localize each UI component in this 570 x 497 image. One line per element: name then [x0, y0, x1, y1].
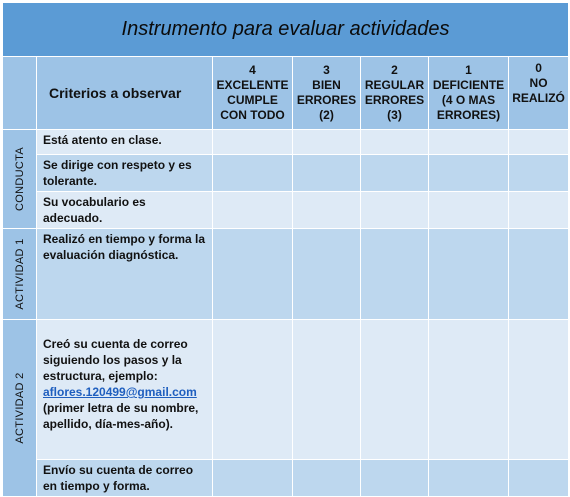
- score-cell[interactable]: [429, 320, 509, 460]
- section-label: CONDUCTA: [13, 147, 26, 211]
- level-score: 0: [535, 61, 542, 75]
- level-score: 2: [391, 63, 398, 77]
- level-line: ERRORES: [296, 93, 357, 107]
- table-row: [3, 229, 569, 320]
- table-row: [3, 130, 569, 155]
- level-line: CUMPLE: [227, 93, 278, 107]
- criterion-cell: [37, 320, 213, 460]
- score-cell[interactable]: [361, 155, 429, 192]
- level-line: DEFICIENTE: [432, 78, 505, 92]
- score-cell[interactable]: [293, 320, 361, 460]
- score-cell[interactable]: [509, 130, 569, 155]
- score-cell[interactable]: [361, 229, 429, 320]
- table-row: [3, 460, 569, 497]
- score-cell[interactable]: [429, 155, 509, 192]
- level-line: (3): [387, 108, 402, 122]
- table-row: [3, 192, 569, 229]
- table-row: [3, 320, 569, 460]
- level-score: 3: [323, 63, 330, 77]
- level-line: NO: [529, 76, 548, 90]
- level-header-0: [509, 57, 569, 130]
- score-cell[interactable]: [293, 192, 361, 229]
- criterion-cell: Envío su cuenta de correo en tiempo y forma.: [37, 460, 213, 497]
- criterion-text: (primer letra de su nombre, apellido, día-mes-año).: [43, 401, 199, 431]
- section-label: ACTIVIDAD 2: [13, 372, 26, 444]
- score-cell[interactable]: [361, 130, 429, 155]
- level-header-3: [293, 57, 361, 130]
- score-cell[interactable]: [293, 130, 361, 155]
- score-cell[interactable]: [361, 460, 429, 497]
- level-line: ERRORES): [436, 108, 501, 122]
- criterion-cell: Realizó en tiempo y forma la evaluación diagnóstica.: [37, 229, 213, 320]
- rubric-table: [2, 2, 569, 497]
- level-line: EXCELENTE: [216, 78, 289, 92]
- score-cell[interactable]: [213, 130, 293, 155]
- section-actividad-1: [3, 229, 37, 320]
- score-cell[interactable]: [293, 460, 361, 497]
- section-conducta: [3, 130, 37, 229]
- level-line: REALIZÓ: [512, 91, 565, 105]
- score-cell[interactable]: [213, 155, 293, 192]
- score-cell[interactable]: [213, 320, 293, 460]
- score-cell[interactable]: [509, 192, 569, 229]
- level-line: REGULAR: [364, 78, 425, 92]
- evaluation-rubric: [2, 2, 568, 492]
- score-cell[interactable]: [509, 155, 569, 192]
- level-header-1: [429, 57, 509, 130]
- score-cell[interactable]: [509, 460, 569, 497]
- criteria-header-label: Criterios a observar: [49, 84, 182, 101]
- header-row: [3, 57, 569, 130]
- level-line: ERRORES: [364, 93, 425, 107]
- criterion-cell: Está atento en clase.: [37, 130, 213, 155]
- score-cell[interactable]: [213, 229, 293, 320]
- score-cell[interactable]: [429, 192, 509, 229]
- example-email-link[interactable]: aflores.120499@gmail.com: [43, 385, 197, 399]
- page-title: Instrumento para evaluar actividades: [121, 18, 450, 40]
- criteria-header: [37, 57, 213, 130]
- score-cell[interactable]: [293, 229, 361, 320]
- criterion-cell: Su vocabulario es adecuado.: [37, 192, 213, 229]
- score-cell[interactable]: [293, 155, 361, 192]
- score-cell[interactable]: [213, 192, 293, 229]
- score-cell[interactable]: [361, 192, 429, 229]
- level-score: 1: [465, 63, 472, 77]
- score-cell[interactable]: [429, 460, 509, 497]
- criterion-cell: Se dirige con respeto y es tolerante.: [37, 155, 213, 192]
- level-header-4: [213, 57, 293, 130]
- corner-cell: [3, 57, 37, 130]
- section-actividad-2: [3, 320, 37, 497]
- title-cell: [3, 3, 569, 57]
- score-cell[interactable]: [429, 130, 509, 155]
- level-line: BIEN: [312, 78, 341, 92]
- score-cell[interactable]: [509, 229, 569, 320]
- score-cell[interactable]: [429, 229, 509, 320]
- section-label: ACTIVIDAD 1: [13, 238, 26, 310]
- level-line: CON TODO: [220, 108, 285, 122]
- score-cell[interactable]: [509, 320, 569, 460]
- score-cell[interactable]: [361, 320, 429, 460]
- level-line: (4 O MAS: [441, 93, 496, 107]
- criterion-text: Creó su cuenta de correo siguiendo los pasos y la estructura, ejemplo:: [43, 337, 188, 383]
- table-row: [3, 155, 569, 192]
- level-score: 4: [249, 63, 256, 77]
- score-cell[interactable]: [213, 460, 293, 497]
- level-line: (2): [319, 108, 334, 122]
- level-header-2: [361, 57, 429, 130]
